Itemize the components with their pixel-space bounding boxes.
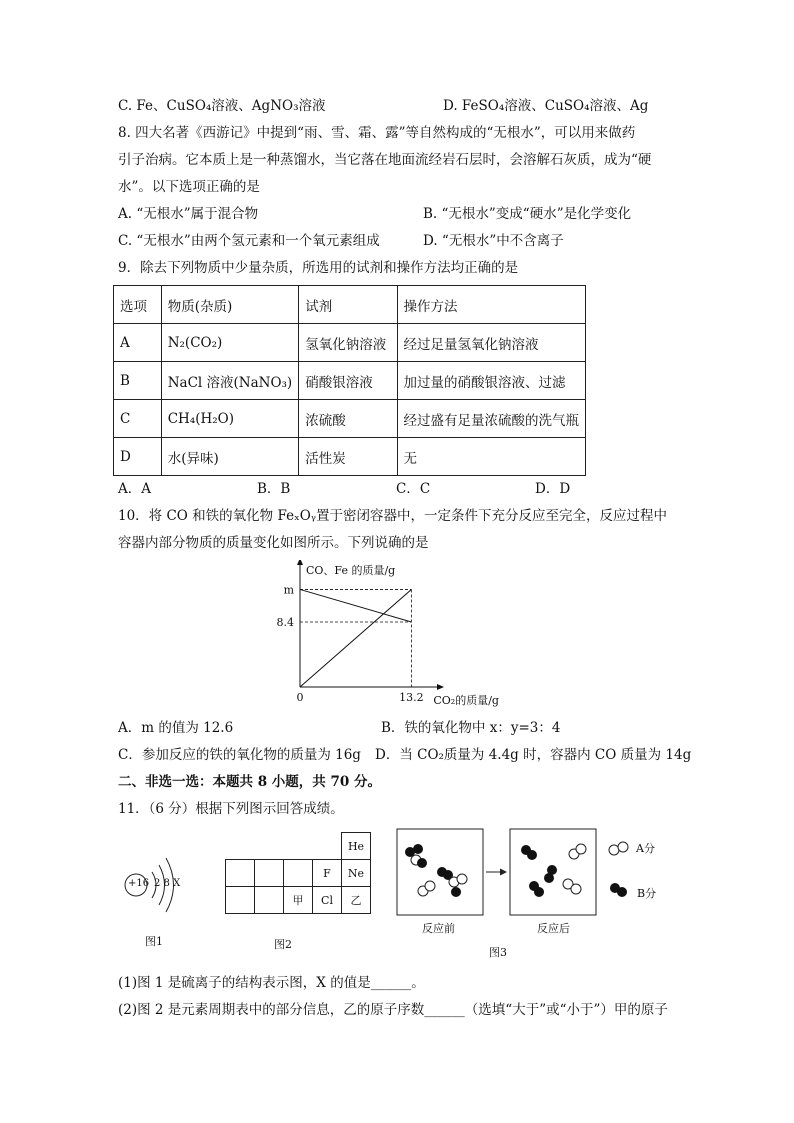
element-cl: Cl (313, 887, 342, 914)
q8-option-a: A. “无根水”属于混合物 (118, 206, 259, 222)
legend-a-label: A分 (636, 842, 655, 855)
q10-chart (270, 560, 510, 710)
q9-option-a: A．A (118, 481, 151, 497)
q9-option-b: B．B (257, 481, 291, 497)
after-label: 反应后 (537, 922, 570, 935)
table-header-cell: 试剂 (299, 286, 397, 324)
table-header-cell: 物质(杂质) (161, 286, 299, 324)
element-ne: Ne (342, 860, 371, 887)
legend-b-label: B分 (637, 887, 657, 900)
q11-stem: 11．（6 分）根据下列图示回答成绩。 (118, 801, 344, 817)
fig2-caption: 图2 (274, 938, 292, 951)
table-cell: N₂(CO₂) (161, 324, 299, 362)
q9-option-d: D．D (535, 481, 571, 497)
fig1-caption: 图1 (145, 935, 163, 948)
table-header-row (114, 286, 586, 324)
q9-stem: 9．除去下列物质中少量杂质，所选用的试剂和操作方法均正确的是 (118, 260, 519, 276)
table-row (114, 400, 586, 438)
y-axis-arrow-icon (297, 560, 303, 565)
series-line-co (300, 589, 411, 622)
q9-option-c: C．C (396, 481, 431, 497)
series-line-fe (300, 589, 411, 687)
q8-stem-line1: 8. 四大名著《西游记》中提到“雨、雪、霜、露”等自然构成的“无根水”，可以用来做药 (118, 125, 636, 141)
legend-a-molecule (609, 842, 628, 855)
section-2-heading: 二、非选一选：本题共 8 小题，共 70 分。 (118, 774, 381, 790)
table-cell: A (114, 324, 162, 362)
table-row (114, 324, 586, 362)
table-row (114, 438, 586, 476)
element-f: F (313, 860, 342, 887)
x-tick-label-13-2: 13.2 (399, 691, 424, 704)
q8-option-d: D. “无根水”中不含离子 (423, 233, 564, 249)
q8-option-c: C. “无根水”由两个氢元素和一个氧元素组成 (118, 233, 380, 249)
q10-option-d: D．当 CO₂质量为 4.4g 时，容器内 CO 质量为 14g (375, 747, 692, 763)
table-cell: 活性炭 (299, 438, 397, 476)
q11-sub-question-1: (1)图 1 是硫离子的结构表示图，X 的值是______。 (118, 975, 425, 991)
q10-stem-line1: 10．将 CO 和铁的氧化物 FeₓOᵧ置于密闭容器中，一定条件下充分反应至完全，反应过程中 (118, 508, 667, 524)
table-cell: D (114, 438, 162, 476)
q10-option-c: C．参加反应的铁的氧化物的质量为 16g (118, 747, 361, 763)
table-cell: 经过盛有足量浓硫酸的洗气瓶 (397, 400, 586, 438)
element-yi: 乙 (342, 887, 371, 914)
table-header-cell: 选项 (114, 286, 162, 324)
element-he: He (342, 833, 371, 860)
q10-option-b: B．铁的氧化物中 x：y=3：4 (381, 720, 561, 736)
q7-option-c: C. Fe、CuSO₄溶液、AgNO₃溶液 (118, 98, 326, 114)
y-axis-title: CO、Fe 的质量/g (306, 564, 396, 577)
table-cell: C (114, 400, 162, 438)
legend-b-molecule (610, 883, 627, 897)
fig3-reaction-diagram (396, 828, 666, 920)
table-cell: 经过足量氢氧化钠溶液 (397, 324, 586, 362)
q10-option-a: A．m 的值为 12.6 (118, 720, 234, 736)
y-tick-label-m: m (283, 583, 294, 597)
table-cell: 硝酸银溶液 (299, 362, 397, 400)
table-row (114, 362, 586, 400)
origin-label: 0 (296, 691, 304, 704)
q7-option-d: D. FeSO₄溶液、CuSO₄溶液、Ag (443, 98, 649, 114)
element-jia: 甲 (284, 887, 313, 914)
q9-table (113, 285, 586, 476)
q11-sub-question-2: (2)图 2 是元素周期表中的部分信息，乙的原子序数______（选填“大于”或“小于”）甲的原子 (118, 1002, 668, 1018)
table-cell: 无 (397, 438, 586, 476)
fig3-caption: 图3 (489, 946, 507, 959)
q8-option-b: B. “无根水”变成“硬水”是化学变化 (423, 206, 632, 222)
nucleus-label: +16 (128, 878, 150, 889)
fig2-periodic-table (225, 832, 371, 914)
table-cell: 加过量的硝酸银溶液、过滤 (397, 362, 586, 400)
table-cell: CH₄(H₂O) (161, 400, 299, 438)
table-header-cell: 操作方法 (397, 286, 586, 324)
q8-stem-line3: 水”。以下选项正确的是 (118, 179, 260, 195)
table-cell: 氢氧化钠溶液 (299, 324, 397, 362)
x-axis-title: CO₂的质量/g (433, 694, 499, 707)
q8-stem-line2: 引子治病。它本质上是一种蒸馏水，当它落在地面流经岩石层时，会溶解石灰质，成为“硬 (118, 152, 652, 168)
table-cell: NaCl 溶液(NaNO₃) (161, 362, 299, 400)
table-cell: 浓硫酸 (299, 400, 397, 438)
before-label: 反应前 (422, 922, 455, 935)
reaction-arrow-head-icon (500, 869, 507, 876)
table-cell: 水(异味) (161, 438, 299, 476)
y-tick-label-8-4: 8.4 (276, 615, 294, 629)
b-molecule (451, 887, 461, 897)
x-axis-arrow-icon (437, 684, 444, 690)
table-cell: B (114, 362, 162, 400)
q10-stem-line2: 容器内部分物质的质量变化如图所示。下列说确的是 (118, 535, 429, 551)
shell-electrons-label: 2 8 X (154, 878, 181, 889)
